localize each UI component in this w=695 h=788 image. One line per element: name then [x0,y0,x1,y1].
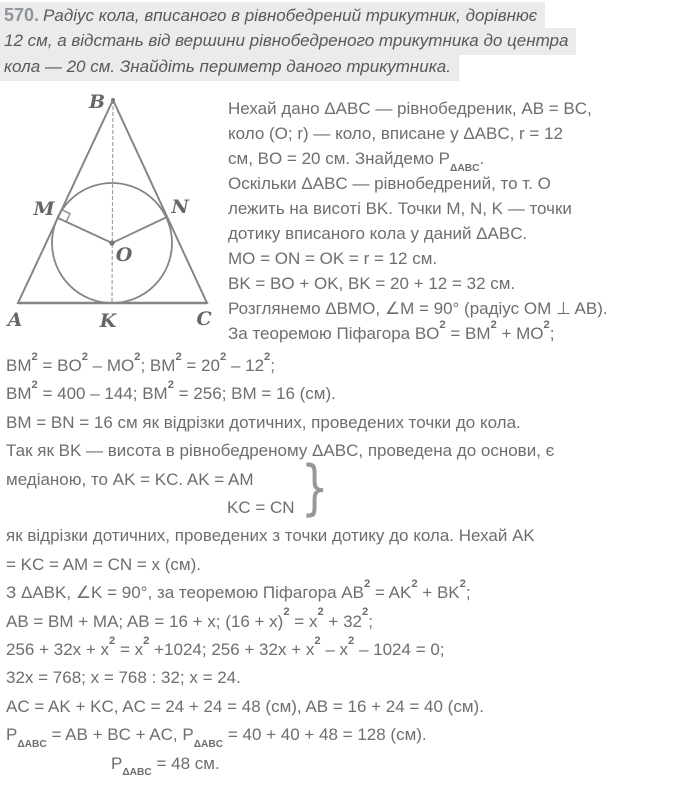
problem-line [0,54,576,80]
solution-line: KC = CN [227,498,295,518]
solution-line: За теоремою Піфагора $BO^2 = BM^2 + MO^2$; [228,318,555,343]
label-A: A [7,309,23,331]
solution-line: $BM^2 = 400 - 144$; $BM^2 = 256$; BM = 16 (см). [6,379,336,404]
solution-bottom-block [6,352,695,778]
label-C: C [196,308,212,330]
problem-line [0,28,576,54]
solution-line: BK = BO + OK, BK = 20 + 12 = 32 см. [228,274,516,293]
triangle-with-inscribed-circle [4,88,230,342]
height-BK-line [112,100,113,303]
label-O: O [115,244,133,266]
solution-line: см, BO = 20 см. Знайдемо $P_{\Delta ABC}$. [228,149,485,174]
solution-line: BM = BN = 16 см як відрізки дотичних, проведених точки до кола. [6,412,521,432]
solution-line: AC = AK + KC, AC = 24 + 24 = 48 (см), AB = 16 + 24 = 40 (см). [6,696,484,716]
label-B: B [88,91,105,113]
problem-text: кола — 20 см. Знайдіть периметр даного трикутника. [4,57,451,76]
problem-text: 12 см, а відстань від вершини рівнобедреного трикутника до центра [4,31,569,50]
solution-line: = KC = AM = CN = x (см). [6,554,201,574]
solution-line: Розглянемо ΔBMO, ∠M = 90° (радіус OM ⊥ AB). [228,299,608,318]
solution-line: Так як BK — висота в рівнобедреному ΔABC, проведена до основи, є [6,441,555,461]
solution-line: $256 + 32x + x^2 = x^2 +1024$; $256 + 32x + x^2 - x^2 - 1024 = 0$; [6,634,445,660]
label-K: K [99,310,117,332]
problem-number: 570. [4,5,40,25]
label-N: N [171,196,189,218]
solution-line: дотику вписаного кола у даний ΔABC. [228,224,528,243]
apex-point-B [111,98,115,102]
problem-text: Радіус кола, вписаного в рівнобедрений трикутник, дорівнює [43,6,538,25]
problem-line [0,2,576,28]
center-point-O [109,240,114,245]
solution-answer-line: $P_{\Delta ABC} = 48$ см. [111,753,220,779]
solution-line: лежить на висоті BK. Точки M, N, K — точки [228,199,572,218]
solution-line: коло (O; r) — коло, вписане у ΔABC, r = 12 [228,124,563,143]
radius-ON-line [112,217,167,243]
solution-line: 32x = 768; x = 768 : 32; x = 24. [6,668,241,688]
geometry-figure [4,88,230,342]
solution-line: Оскільки ΔABC — рівнобедрений, то т. O [228,174,551,193]
problem-statement [0,2,576,80]
equations-brace: } [301,453,329,523]
solution-line: З ΔABK, ∠K = 90°, за теоремою Піфагора $AB^2 = AK^2 + BK^2$; [6,577,471,603]
solution-line: $BM^2 = BO^2 - MO^2$; $BM^2 = 20^2 - 12^2$; [6,350,276,375]
solution-line: Нехай дано ΔABC — рівнобедреник, AB = BC, [228,99,592,118]
solution-right-column [228,96,695,346]
solution-line: як відрізки дотичних, проведених з точки дотику до кола. Нехай AK [6,526,535,546]
solution-line: $P_{\Delta ABC}$ = AB + BC + AC, $P_{\Delta ABC} = 40 + 40 + 48 = 128$ (см). [6,725,427,750]
label-M: M [33,198,55,220]
solution-line: AB = BM + MA; AB = 16 + x; $(16 + x)^2 = x^2 + 32^2$; [6,606,373,631]
solution-line: MO = ON = OK = r = 12 см. [228,249,438,268]
solution-line: медіаною, то AK = KC. AK = AM [6,469,254,489]
